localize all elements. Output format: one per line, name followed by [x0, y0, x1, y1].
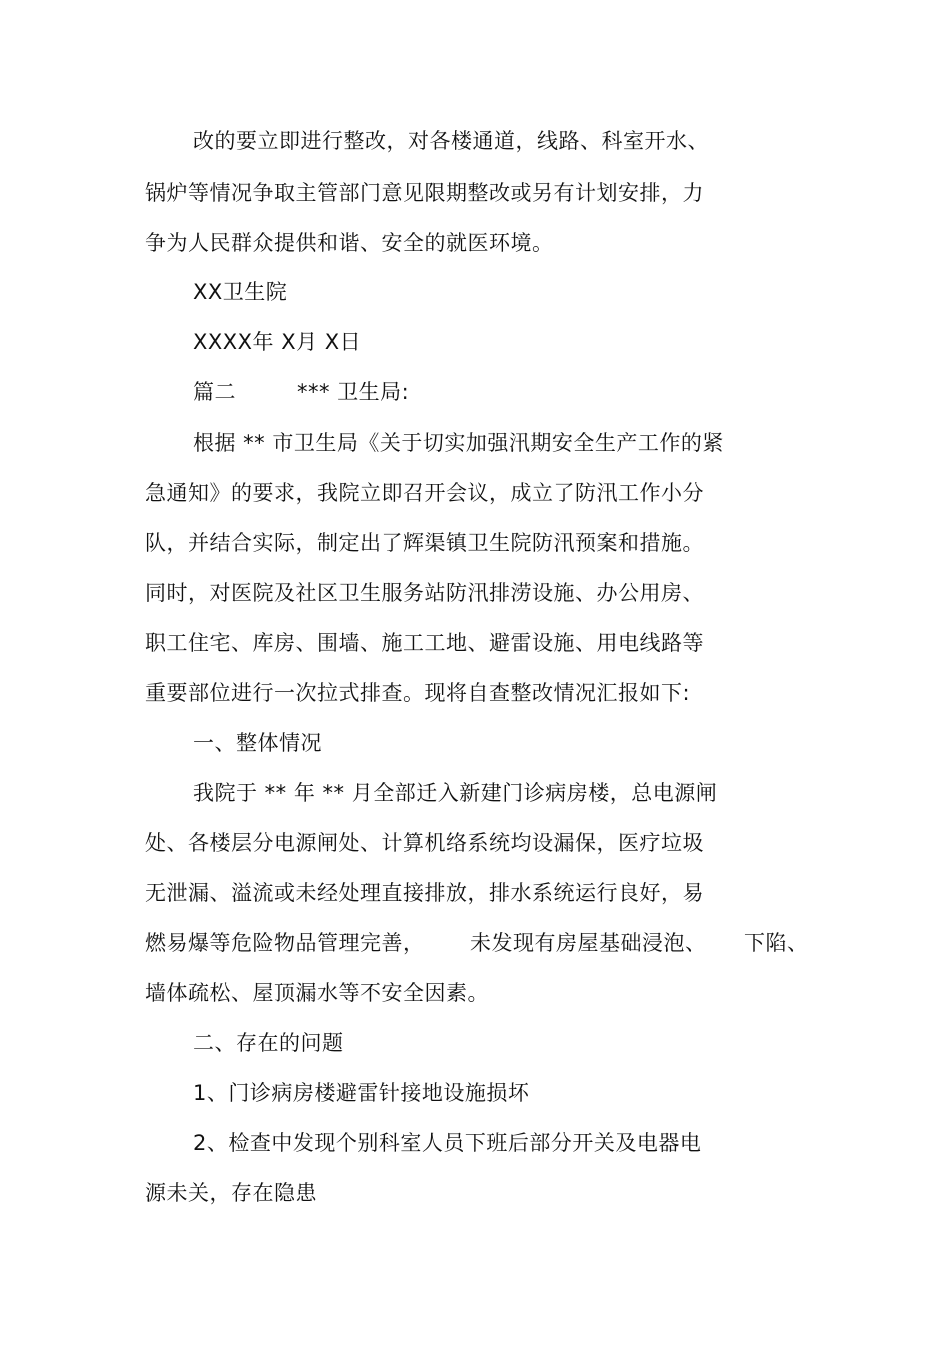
paragraph-line: 处、各楼层分电源闸处、计算机络系统均设漏保，医疗垃圾 [145, 831, 704, 855]
section-heading: 二、存在的问题 [193, 1031, 344, 1055]
paragraph-line: 队，并结合实际，制定出了辉渠镇卫生院防汛预案和措施。 [145, 531, 704, 555]
paragraph-line: 燃易爆等危险物品管理完善， [145, 931, 425, 955]
paragraph-line: 重要部位进行一次拉式排查。现将自查整改情况汇报如下: [145, 681, 691, 705]
list-item: 2、检查中发现个别科室人员下班后部分开关及电器电 [193, 1131, 702, 1155]
paragraph-line: 无泄漏、溢流或未经处理直接排放，排水系统运行良好，易 [145, 881, 704, 905]
paragraph-line: 争为人民群众提供和谐、安全的就医环境。 [145, 231, 554, 255]
paragraph-line: 锅炉等情况争取主管部门意见限期整改或另有计划安排，力 [145, 181, 704, 205]
paragraph-line: 改的要立即进行整改，对各楼通道，线路、科室开水、 [193, 129, 709, 153]
section-label: 篇二 [193, 380, 236, 404]
paragraph-line: 未发现有房屋基础浸泡、 [470, 931, 707, 955]
signature-org: XX卫生院 [193, 280, 288, 304]
signature-date: XXXX年 X月 X日 [193, 330, 362, 354]
section-heading: 一、整体情况 [193, 731, 322, 755]
paragraph-line: 职工住宅、库房、围墙、施工工地、避雷设施、用电线路等 [145, 631, 704, 655]
list-item: 1、门诊病房楼避雷针接地设施损坏 [193, 1081, 530, 1105]
paragraph-line: 急通知》的要求，我院立即召开会议，成立了防汛工作小分 [145, 481, 704, 505]
paragraph-line: 源未关，存在隐患 [145, 1181, 317, 1205]
addressee: *** 卫生局: [297, 380, 410, 404]
paragraph-line: 同时，对医院及社区卫生服务站防汛排涝设施、办公用房、 [145, 581, 704, 605]
paragraph-line: 我院于 ** 年 ** 月全部迁入新建门诊病房楼，总电源闸 [193, 781, 718, 805]
paragraph-line: 墙体疏松、屋顶漏水等不安全因素。 [145, 981, 489, 1005]
paragraph-line: 下陷、 [744, 931, 809, 955]
paragraph-line: 根据 ** 市卫生局《关于切实加强汛期安全生产工作的紧 [193, 431, 724, 455]
